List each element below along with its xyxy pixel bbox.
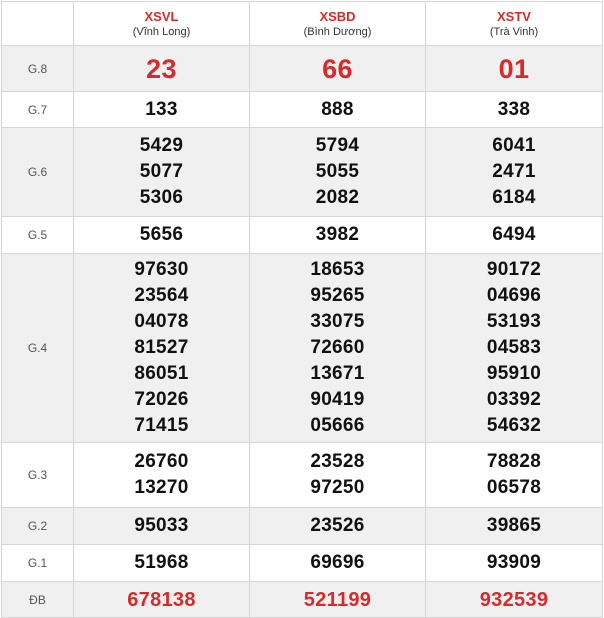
result-number: 97630	[134, 259, 189, 280]
result-cell	[250, 582, 426, 618]
result-cell	[250, 128, 426, 217]
result-cell	[74, 443, 250, 508]
result-number: 932539	[479, 588, 549, 611]
prize-label: G.3	[2, 443, 74, 508]
result-number: 95265	[310, 285, 365, 306]
result-cell	[426, 217, 603, 254]
station-header	[74, 2, 250, 46]
result-cell	[250, 443, 426, 508]
prize-label: G.6	[2, 128, 74, 217]
result-number: 6494	[492, 224, 536, 245]
result-number: 133	[145, 98, 178, 120]
result-number: 06578	[486, 477, 542, 498]
result-number: 54632	[486, 415, 542, 436]
result-number: 6041	[492, 135, 536, 156]
result-cell	[74, 582, 250, 618]
result-cell	[426, 508, 603, 545]
result-number: 90419	[310, 389, 365, 410]
prize-label: G.2	[2, 508, 74, 545]
result-number: 69696	[310, 552, 365, 573]
result-cell	[250, 254, 426, 443]
result-number: 2471	[492, 161, 536, 182]
result-number: 6184	[492, 187, 536, 208]
station-header	[250, 2, 426, 46]
result-number: 5794	[315, 135, 360, 156]
header-corner-cell	[2, 2, 74, 46]
result-number: 01	[498, 53, 530, 84]
result-number: 95910	[486, 363, 542, 384]
result-number: 03392	[486, 389, 542, 410]
result-number: 5656	[139, 224, 184, 245]
result-number: 71415	[134, 415, 189, 436]
result-cell	[426, 443, 603, 508]
lottery-results-table	[1, 1, 603, 618]
prize-label: G.5	[2, 217, 74, 254]
station-name: (Vĩnh Long)	[132, 26, 191, 38]
result-number: 5306	[139, 187, 184, 208]
result-number: 05666	[310, 415, 365, 436]
result-cell	[250, 46, 426, 92]
prize-row-g7	[2, 92, 603, 128]
result-number: 338	[497, 98, 531, 120]
result-number: 72660	[310, 337, 365, 358]
result-cell	[426, 92, 603, 128]
result-number: 23526	[310, 515, 365, 536]
result-number: 26760	[134, 451, 189, 472]
station-name: (Bình Dương)	[303, 26, 372, 38]
station-name: (Trà Vinh)	[489, 26, 539, 38]
result-cell	[74, 128, 250, 217]
prize-label: ĐB	[2, 582, 74, 618]
prize-row-g2	[2, 508, 603, 545]
prize-row-g6	[2, 128, 603, 217]
result-cell	[74, 46, 250, 92]
result-number: 66	[322, 53, 353, 84]
result-number: 3982	[315, 224, 360, 245]
result-cell	[426, 582, 603, 618]
result-cell	[74, 508, 250, 545]
result-number: 888	[321, 98, 354, 120]
result-number: 5429	[139, 135, 184, 156]
result-number: 39865	[486, 515, 542, 536]
prize-row-db	[2, 582, 603, 618]
result-number: 90172	[486, 259, 542, 280]
station-code[interactable]: XSBD	[319, 9, 356, 24]
prize-label: G.1	[2, 545, 74, 582]
result-number: 93909	[486, 552, 542, 573]
result-number: 04583	[486, 337, 542, 358]
result-number: 51968	[134, 552, 189, 573]
result-number: 04696	[486, 285, 542, 306]
result-cell	[426, 128, 603, 217]
prize-label: G.7	[2, 92, 74, 128]
station-header	[426, 2, 603, 46]
result-number: 86051	[134, 363, 189, 384]
result-number: 23528	[310, 451, 365, 472]
result-cell	[426, 46, 603, 92]
result-number: 33075	[310, 311, 365, 332]
result-number: 678138	[127, 588, 196, 611]
prize-label: G.4	[2, 254, 74, 443]
result-number: 95033	[134, 515, 189, 536]
result-number: 13671	[310, 363, 365, 384]
result-cell	[250, 508, 426, 545]
result-cell	[74, 92, 250, 128]
result-number: 23	[146, 53, 177, 84]
prize-row-g3	[2, 443, 603, 508]
result-number: 81527	[134, 337, 189, 358]
prize-row-g5	[2, 217, 603, 254]
result-cell	[250, 92, 426, 128]
prize-row-g4	[2, 254, 603, 443]
result-number: 53193	[486, 311, 542, 332]
header-row	[2, 2, 603, 46]
result-number: 5055	[315, 161, 360, 182]
station-code[interactable]: XSVL	[144, 9, 179, 24]
result-cell	[74, 545, 250, 582]
result-cell	[250, 545, 426, 582]
result-number: 72026	[134, 389, 189, 410]
result-number: 18653	[310, 259, 365, 280]
prize-row-g1	[2, 545, 603, 582]
result-number: 13270	[134, 477, 189, 498]
result-cell	[74, 254, 250, 443]
result-cell	[426, 254, 603, 443]
result-number: 23564	[134, 285, 189, 306]
result-number: 78828	[486, 451, 542, 472]
result-number: 521199	[303, 588, 372, 611]
result-cell	[74, 217, 250, 254]
result-cell	[250, 217, 426, 254]
prize-label: G.8	[2, 46, 74, 92]
result-cell	[426, 545, 603, 582]
result-number: 2082	[315, 187, 360, 208]
result-number: 5077	[139, 161, 184, 182]
prize-row-g8	[2, 46, 603, 92]
result-number: 97250	[310, 477, 365, 498]
result-number: 04078	[134, 311, 189, 332]
station-code[interactable]: XSTV	[497, 9, 531, 24]
